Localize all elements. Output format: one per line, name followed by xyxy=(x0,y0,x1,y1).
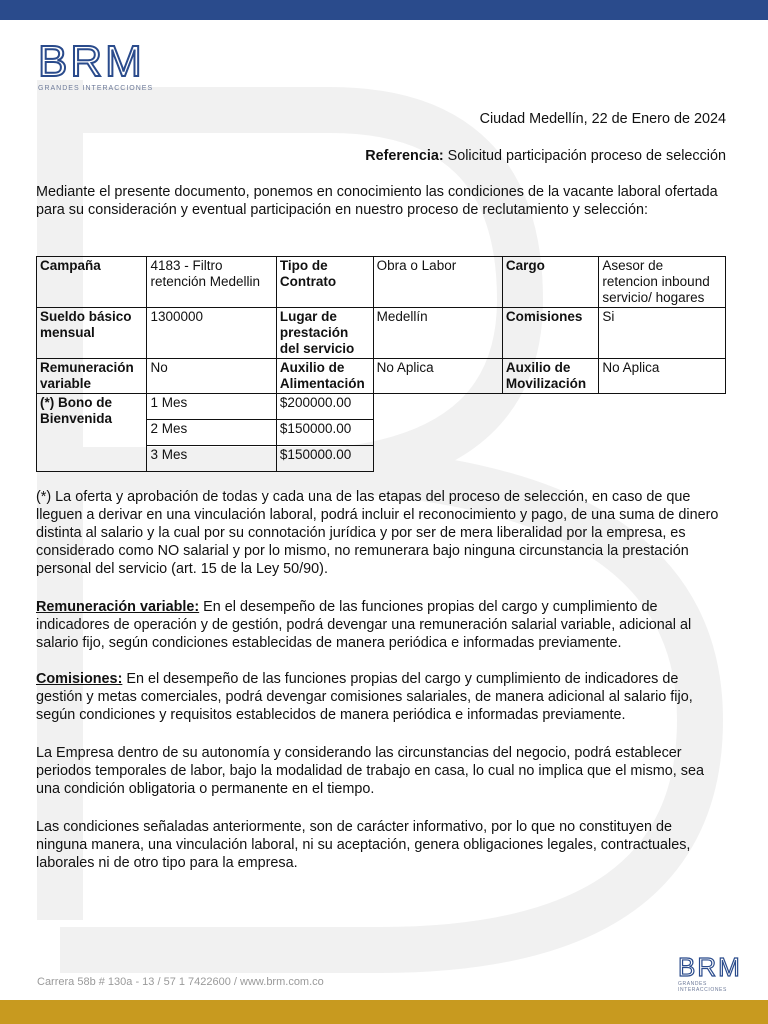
sueldo-value: 1300000 xyxy=(147,308,276,359)
footer-address: Carrera 58b # 130a - 13 / 57 1 7422600 / www.brm.com.co xyxy=(37,976,324,988)
top-color-bar xyxy=(0,0,768,20)
tipo-contrato-value: Obra o Labor xyxy=(373,257,502,308)
bono-label: (*) Bono de Bienvenida xyxy=(37,394,147,472)
remuneracion-text: En el desempeño de las funciones propias del cargo y cumplimiento de indicadores de operación y de gestión, podrá devengar una remuneración salarial variable, adicional al salario fijo, según condiciones establecidas de manera periódica e informadas previamente. xyxy=(36,599,692,651)
bono-amount: $150000.00 xyxy=(276,446,373,472)
comisiones-text: En el desempeño de las funciones propias del cargo y cumplimiento de indicadores de gestión y metas comerciales, podrá devengar comisiones salariales, de manera adicional al salario fijo, según condiciones y requisitos establecidos de manera periódica e informadas previamente. xyxy=(36,671,693,723)
reference-line xyxy=(365,147,726,165)
bottom-color-bar xyxy=(0,1000,768,1024)
table-row xyxy=(37,394,726,420)
table-row xyxy=(37,308,726,359)
bono-note-paragraph: (*) La oferta y aprobación de todas y cada una de las etapas del proceso de selección, en caso de que lleguen a derivar en una vinculación laboral, podrá incluir el reconocimiento y pago, de una suma de dinero distinta al salario y la cual por su connotación jurídica y por ser de mera liberalidad por la empresa, es considerado como NO salarial y por lo mismo, no remunerara bajo ninguna circunstancia la prestación personal del servicio (art. 15 de la Ley 50/90). xyxy=(36,489,719,577)
comisiones-label: Comisiones xyxy=(502,308,599,359)
remuneracion-heading: Remuneración variable: xyxy=(36,599,200,615)
date-line: Ciudad Medellín, 22 de Enero de 2024 xyxy=(479,111,726,127)
bono-amount: $150000.00 xyxy=(276,420,373,446)
condiciones-paragraph: Las condiciones señaladas anteriormente, son de carácter informativo, por lo que no constituyen de ninguna manera, una vinculación laboral, ni su aceptación, genera obligaciones legales, contractuales, laborales ni de otro tipo para la empresa. xyxy=(36,819,691,871)
campana-label: Campaña xyxy=(37,257,147,308)
sueldo-label: Sueldo básico mensual xyxy=(37,308,147,359)
bono-amount: $200000.00 xyxy=(276,394,373,420)
remuneracion-value: No xyxy=(147,359,276,394)
cargo-value: Asesor de retencion inbound servicio/ hogares xyxy=(599,257,726,308)
job-conditions-table xyxy=(36,256,726,472)
bono-period: 3 Mes xyxy=(147,446,276,472)
cargo-label: Cargo xyxy=(502,257,599,308)
campana-value: 4183 - Filtro retención Medellin xyxy=(147,257,276,308)
empty-cell xyxy=(373,446,725,472)
movilizacion-value: No Aplica xyxy=(599,359,726,394)
table-row xyxy=(37,359,726,394)
comisiones-paragraph xyxy=(36,670,726,724)
footer-logo-tagline: GRANDES INTERACCIONES xyxy=(678,981,727,993)
remuneracion-label: Remuneración variable xyxy=(37,359,147,394)
brm-logo xyxy=(38,37,162,96)
table-row xyxy=(37,257,726,308)
reference-text: Solicitud participación proceso de selección xyxy=(443,148,726,164)
empty-cell xyxy=(373,420,725,446)
lugar-label: Lugar de prestación del servicio xyxy=(276,308,373,359)
empty-cell xyxy=(373,394,725,420)
comisiones-heading: Comisiones: xyxy=(36,671,123,687)
remuneracion-paragraph xyxy=(36,598,726,652)
alimentacion-value: No Aplica xyxy=(373,359,502,394)
comisiones-value: Si xyxy=(599,308,726,359)
tipo-contrato-label: Tipo de Contrato xyxy=(276,257,373,308)
movilizacion-label: Auxilio de Movilización xyxy=(502,359,599,394)
footer-logo-letters: BRM xyxy=(678,952,742,982)
intro-paragraph: Mediante el presente documento, ponemos en conocimiento las condiciones de la vacante laboral ofertada para su consideración y eventual participación en nuestro proceso de reclutamiento y selección: xyxy=(36,184,718,218)
lugar-value: Medellín xyxy=(373,308,502,359)
logo-tagline: GRANDES INTERACCIONES xyxy=(38,85,154,92)
bono-period: 2 Mes xyxy=(147,420,276,446)
footer-logo xyxy=(678,954,754,993)
bono-period: 1 Mes xyxy=(147,394,276,420)
logo-letters: BRM xyxy=(38,37,145,86)
autonomia-paragraph: La Empresa dentro de su autonomía y considerando las circunstancias del negocio, podrá establecer periodos temporales de labor, bajo la modalidad de trabajo en casa, lo cual no implica que el mismo, sea una condición obligatoria o permanente en el tiempo. xyxy=(36,745,704,797)
alimentacion-label: Auxilio de Alimentación xyxy=(276,359,373,394)
reference-label: Referencia: xyxy=(365,148,444,164)
